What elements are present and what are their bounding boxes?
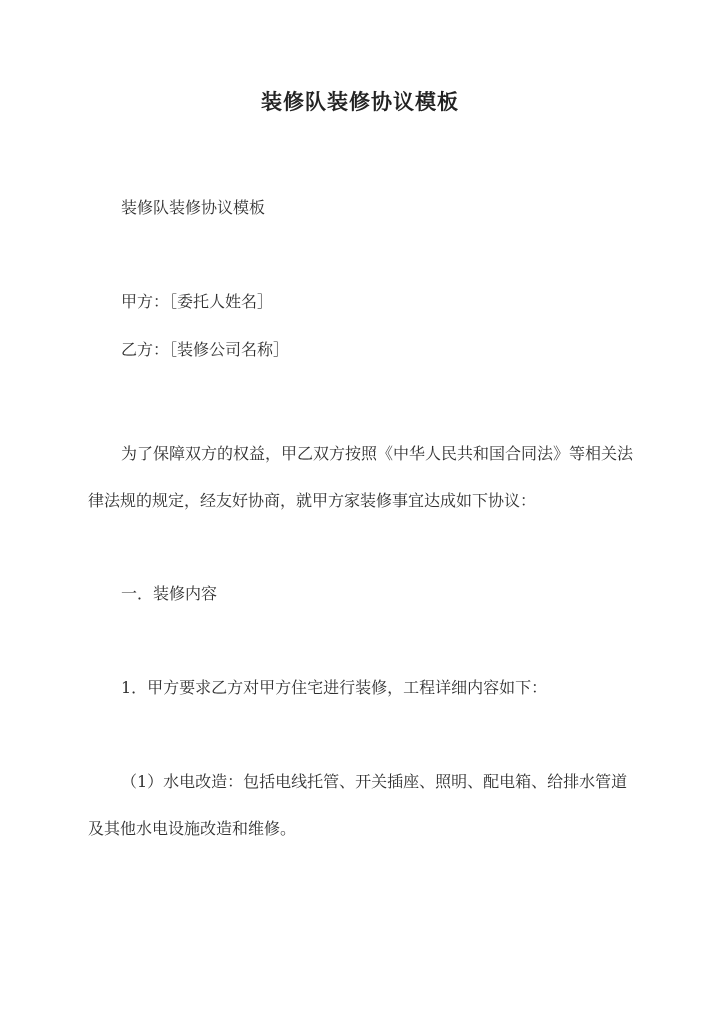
- section-heading: 一．装修内容: [121, 584, 218, 603]
- sub-clause-paragraph: （1）水电改造：包括电线托管、开关插座、照明、配电箱、给排水管道及其他水电设施改造和维修。: [88, 772, 628, 838]
- party-a-line: 甲方：［委托人姓名］: [121, 292, 274, 311]
- document-title: 装修队装修协议模板: [261, 89, 459, 114]
- subtitle-paragraph: 装修队装修协议模板: [121, 198, 266, 217]
- clause-paragraph: 1．甲方要求乙方对甲方住宅进行装修，工程详细内容如下：: [121, 678, 548, 697]
- preamble-paragraph: 为了保障双方的权益，甲乙双方按照《中华人民共和国合同法》等相关法律法规的规定，经友好协商，就甲方家装修事宜达成如下协议：: [88, 444, 634, 510]
- party-b-line: 乙方：［装修公司名称］: [121, 340, 290, 359]
